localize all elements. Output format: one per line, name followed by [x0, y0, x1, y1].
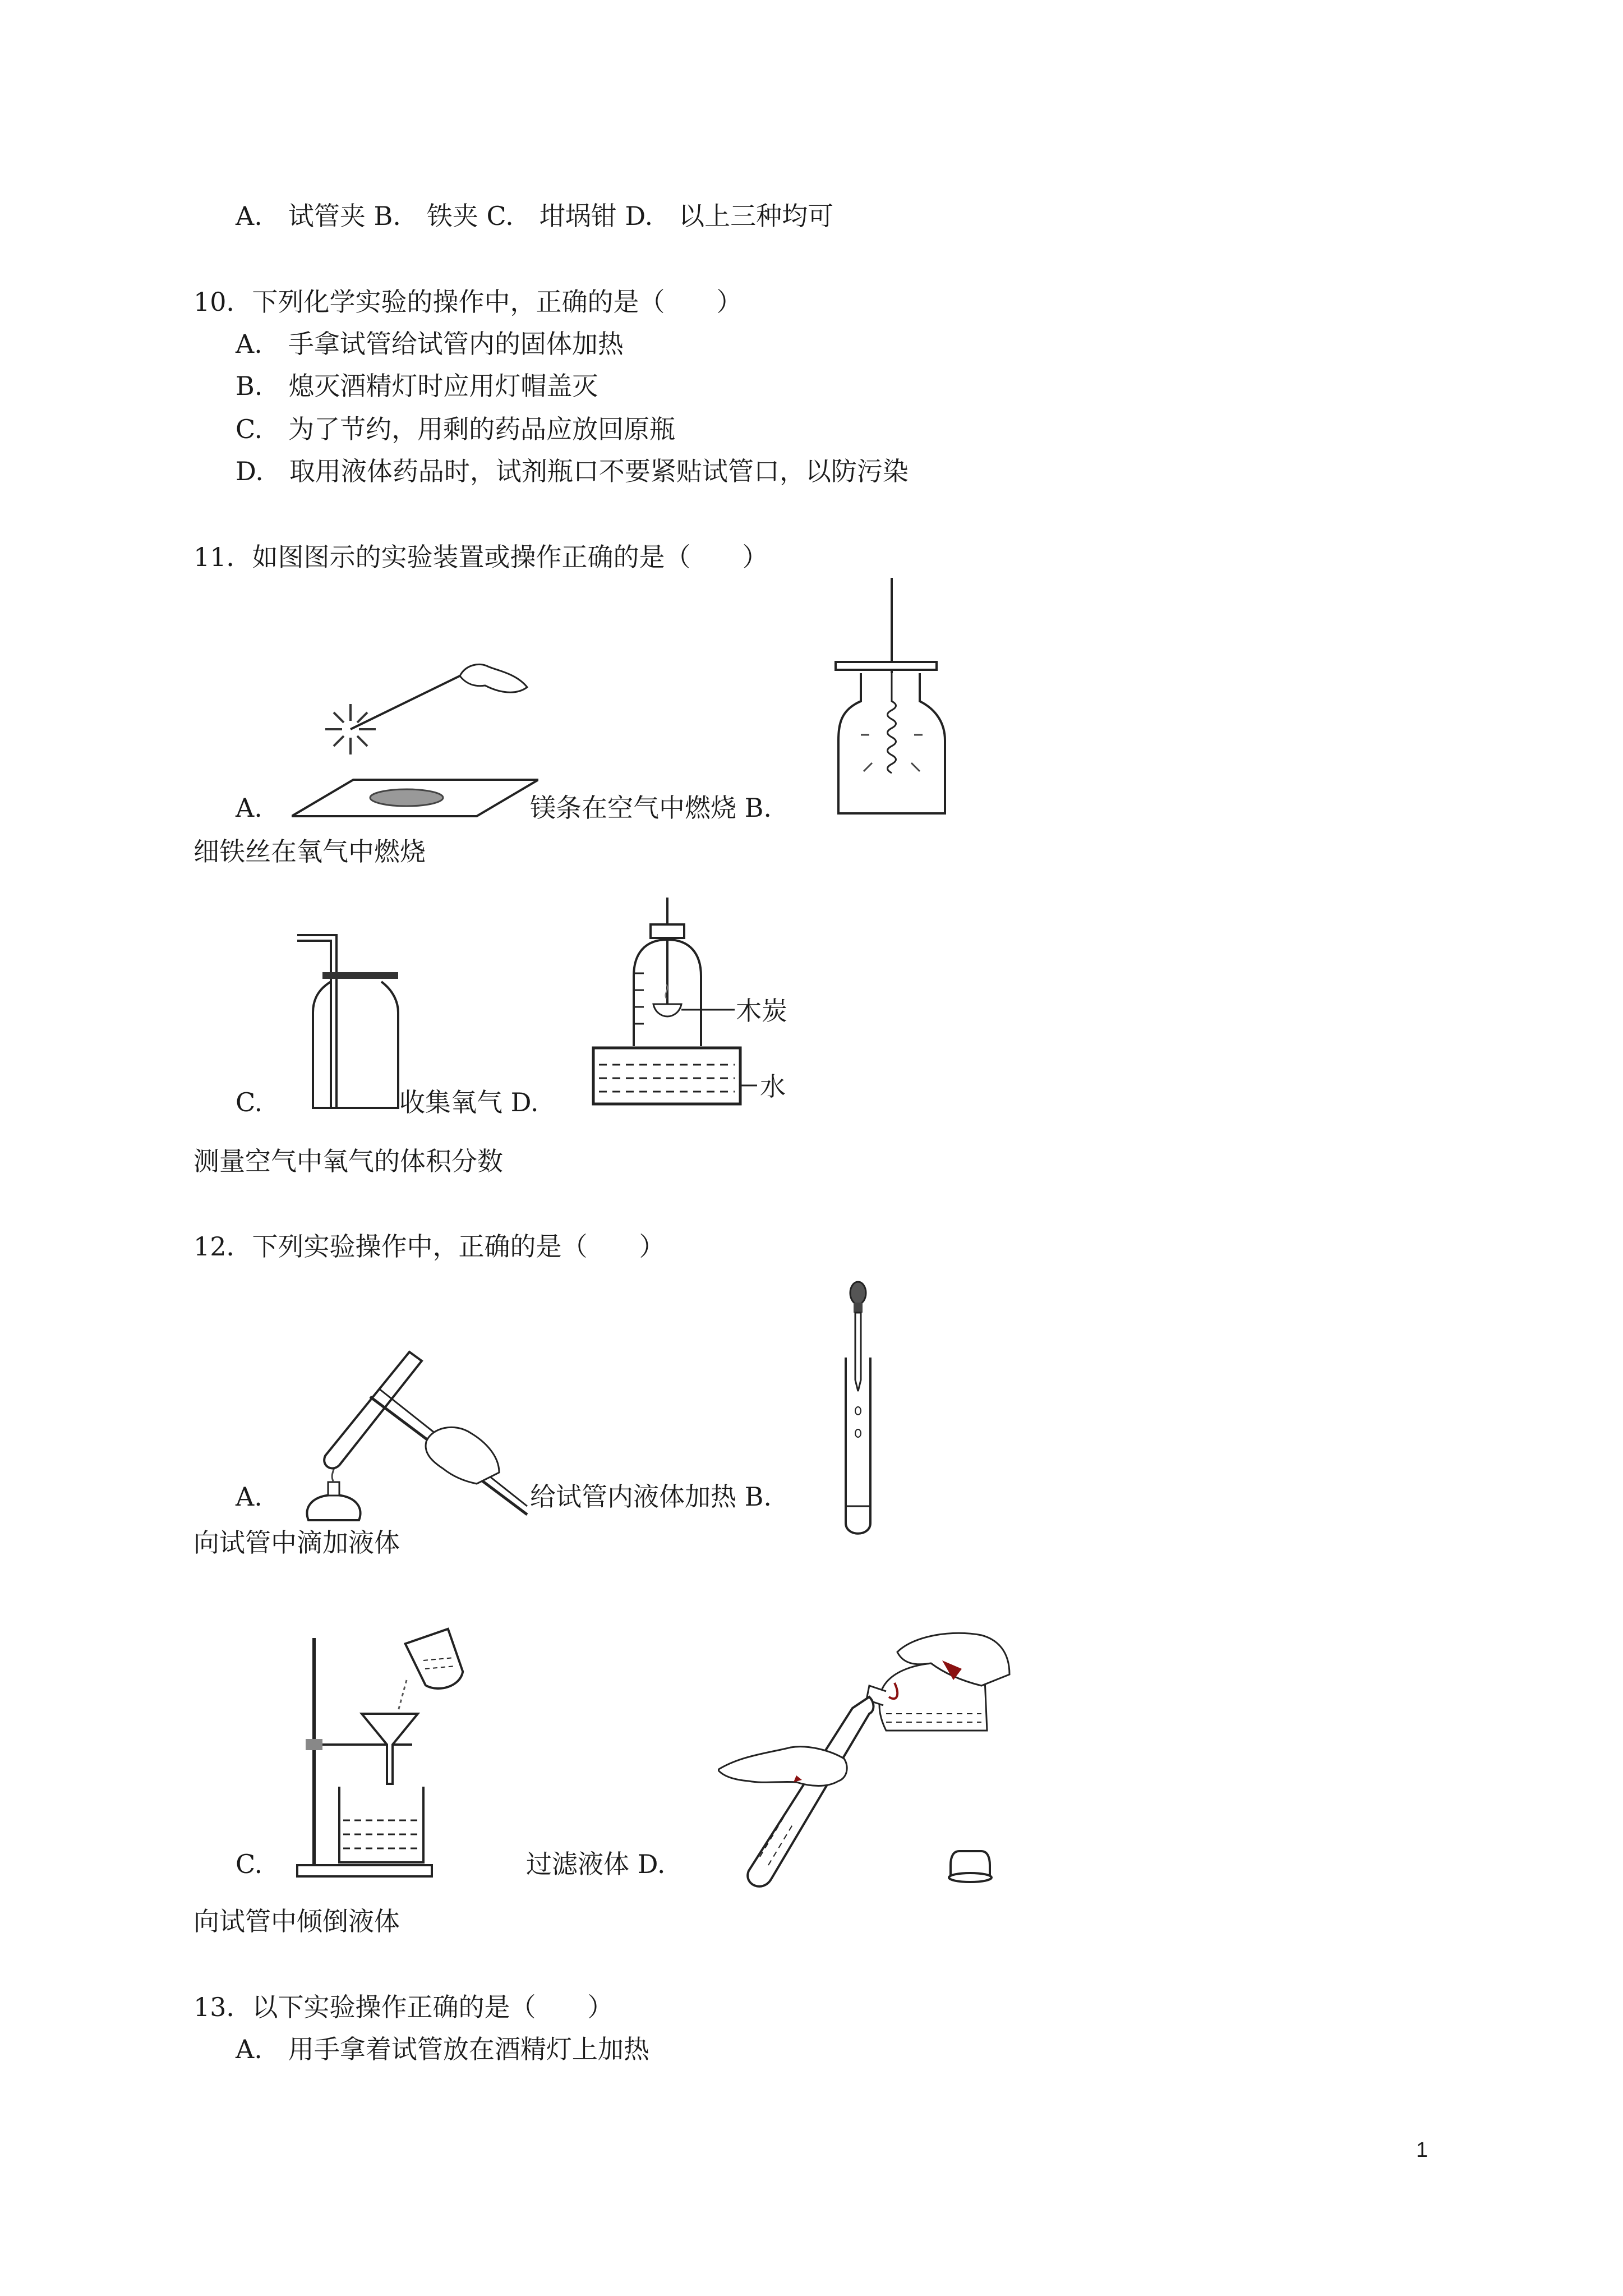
label-water: 水 — [760, 1071, 786, 1102]
q10-stem: 10．下列化学实验的操作中，正确的是（ ） — [193, 287, 743, 317]
label-charcoal: 木炭 — [736, 996, 787, 1026]
q10-option-d: D. 取用液体药品时，试剂瓶口不要紧贴试管口，以防污染 — [236, 456, 909, 486]
q10-option-a: A. 手拿试管给试管内的固体加热 — [236, 329, 624, 359]
page-number: 1 — [1416, 2138, 1428, 2162]
q12-option-d-text: 向试管中倾倒液体 — [193, 1906, 400, 1936]
q11-option-c-text: 收集氧气 D. — [399, 1087, 539, 1117]
q12-option-c-text: 过滤液体 D. — [526, 1849, 666, 1879]
q9-options: A. 试管夹 B. 铁夹 C. 坩埚钳 D. 以上三种均可 — [236, 201, 834, 231]
q13-stem: 13．以下实验操作正确的是（ ） — [193, 1992, 614, 2022]
q11-option-b-text: 细铁丝在氧气中燃烧 — [193, 836, 426, 867]
heating-liquid-in-test-tube-figure — [292, 1335, 533, 1526]
dropper-into-test-tube-figure — [836, 1279, 880, 1537]
q11-option-c-letter: C. — [236, 1087, 263, 1117]
q11-option-a-text: 镁条在空气中燃烧 B. — [530, 793, 772, 823]
collect-oxygen-figure — [297, 928, 404, 1114]
q11-option-a-letter: A. — [236, 793, 262, 823]
q12-option-a-text: 给试管内液体加热 B. — [530, 1481, 772, 1512]
iron-wire-burning-figure — [830, 578, 953, 819]
q12-option-c-letter: C. — [236, 1849, 263, 1879]
q10-option-b: B. 熄灭酒精灯时应用灯帽盖灭 — [236, 371, 598, 401]
q12-option-b-text: 向试管中滴加液体 — [193, 1527, 400, 1558]
q11-stem: 11．如图图示的实验装置或操作正确的是（ ） — [193, 542, 768, 572]
q12-option-a-letter: A. — [236, 1481, 262, 1512]
q12-stem: 12．下列实验操作中，正确的是（ ） — [193, 1231, 665, 1262]
pouring-liquid-into-test-tube-figure — [718, 1630, 1032, 1893]
q11-option-d-text: 测量空气中氧气的体积分数 — [193, 1146, 503, 1176]
q10-option-c: C. 为了节约，用剩的药品应放回原瓶 — [236, 414, 676, 444]
filtration-figure — [292, 1627, 505, 1879]
q13-option-a: A. 用手拿着试管放在酒精灯上加热 — [236, 2034, 649, 2064]
magnesium-burning-figure — [292, 656, 538, 825]
